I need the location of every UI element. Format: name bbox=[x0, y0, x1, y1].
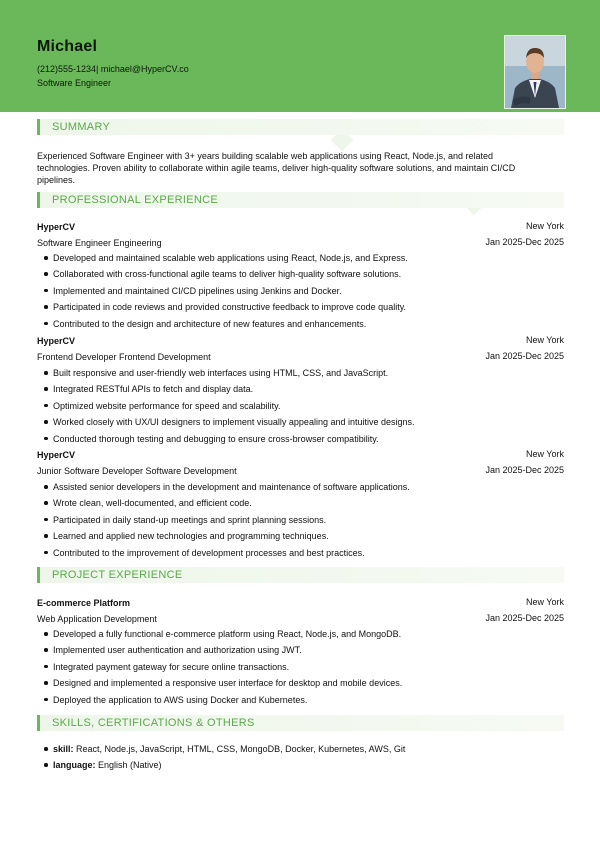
company-name: HyperCV bbox=[37, 336, 76, 346]
section-heading: SKILLS, CERTIFICATIONS & OTHERS bbox=[52, 717, 255, 729]
job-dates: Jan 2025-Dec 2025 bbox=[485, 237, 564, 247]
list-item: Designed and implemented a responsive user interface for desktop and mobile devices. bbox=[44, 675, 564, 691]
job-title: Software Engineer bbox=[37, 78, 112, 88]
list-item: Conducted thorough testing and debugging to ensure cross-browser compatibility. bbox=[44, 431, 564, 447]
contact-info: (212)555-1234| michael@HyperCV.co bbox=[37, 64, 189, 74]
section-skills bbox=[37, 715, 564, 731]
list-item: Developed and maintained scalable web applications using React, Node.js, and Express. bbox=[44, 250, 564, 266]
skill-value: React, Node.js, JavaScript, HTML, CSS, MongoDB, Docker, Kubernetes, AWS, Git bbox=[76, 744, 406, 754]
section-accent-bar bbox=[37, 567, 40, 583]
summary-line: pipelines. bbox=[37, 175, 76, 185]
list-item bbox=[44, 757, 564, 773]
section-accent-bar bbox=[37, 119, 40, 135]
list-item: Contributed to the improvement of development processes and best practices. bbox=[44, 545, 564, 561]
section-heading: SUMMARY bbox=[52, 121, 111, 133]
list-item: Wrote clean, well-documented, and efficient code. bbox=[44, 495, 564, 511]
section-experience bbox=[37, 192, 564, 208]
profile-photo bbox=[504, 35, 566, 109]
list-item: Implemented and maintained CI/CD pipelines using Jenkins and Docker. bbox=[44, 283, 564, 299]
candidate-name: Michael bbox=[37, 38, 98, 55]
list-item: Deployed the application to AWS using Docker and Kubernetes. bbox=[44, 692, 564, 708]
job-dates: Jan 2025-Dec 2025 bbox=[485, 465, 564, 475]
person-portrait-icon bbox=[505, 36, 565, 108]
list-item: Assisted senior developers in the development and maintenance of software applications. bbox=[44, 479, 564, 495]
language-label: language: bbox=[53, 760, 96, 771]
section-accent-bar bbox=[37, 192, 40, 208]
list-item: Worked closely with UX/UI designers to implement visually appealing and intuitive designs. bbox=[44, 414, 564, 430]
section-heading: PROFESSIONAL EXPERIENCE bbox=[52, 194, 219, 206]
section-heading: PROJECT EXPERIENCE bbox=[52, 569, 183, 581]
job-bullets bbox=[44, 365, 564, 447]
summary-line: technologies. Proven ability to collaborate within agile teams, deliver high-quality software solutions, and maintain CI/CD bbox=[37, 163, 516, 173]
list-item bbox=[44, 741, 564, 757]
list-item: Participated in code reviews and provided constructive feedback to improve code quality. bbox=[44, 299, 564, 315]
language-value: English (Native) bbox=[98, 760, 162, 771]
company-name: HyperCV bbox=[37, 450, 76, 460]
section-accent-bar bbox=[37, 715, 40, 731]
job-location: New York bbox=[525, 335, 564, 345]
job-bullets bbox=[44, 250, 564, 332]
job-dates: Jan 2025-Dec 2025 bbox=[485, 351, 564, 361]
project-bullets bbox=[44, 626, 564, 708]
list-item: Optimized website performance for speed and scalability. bbox=[44, 398, 564, 414]
list-item: Built responsive and user-friendly web interfaces using HTML, CSS, and JavaScript. bbox=[44, 365, 564, 381]
job-role: Frontend Developer Frontend Development bbox=[37, 352, 211, 362]
project-location: New York bbox=[525, 597, 564, 607]
section-summary bbox=[37, 119, 564, 135]
list-item: Learned and applied new technologies and programming techniques. bbox=[44, 528, 564, 544]
job-role: Junior Software Developer Software Development bbox=[37, 466, 237, 476]
skill-label: skill: bbox=[53, 744, 74, 754]
section-projects bbox=[37, 567, 564, 583]
list-item: Contributed to the design and architecture of new features and enhancements. bbox=[44, 316, 564, 332]
job-bullets bbox=[44, 479, 564, 561]
company-name: HyperCV bbox=[37, 222, 76, 232]
project-role: Web Application Development bbox=[37, 614, 157, 624]
project-dates: Jan 2025-Dec 2025 bbox=[485, 613, 564, 623]
list-item: Collaborated with cross-functional agile teams to deliver high-quality software solutions. bbox=[44, 266, 564, 282]
list-item: Implemented user authentication and authorization using JWT. bbox=[44, 642, 564, 658]
list-item: Integrated payment gateway for secure online transactions. bbox=[44, 659, 564, 675]
project-name: E-commerce Platform bbox=[37, 598, 131, 608]
list-item: Developed a fully functional e-commerce platform using React, Node.js, and MongoDB. bbox=[44, 626, 564, 642]
list-item: Integrated RESTful APIs to fetch and display data. bbox=[44, 381, 564, 397]
summary-line: Experienced Software Engineer with 3+ years building scalable web applications using React, Node.js, and related bbox=[37, 151, 494, 161]
job-location: New York bbox=[525, 449, 564, 459]
list-item: Participated in daily stand-up meetings and sprint planning sessions. bbox=[44, 512, 564, 528]
skills-list bbox=[44, 741, 564, 774]
job-role: Software Engineer Engineering bbox=[37, 238, 162, 248]
job-location: New York bbox=[525, 221, 564, 231]
